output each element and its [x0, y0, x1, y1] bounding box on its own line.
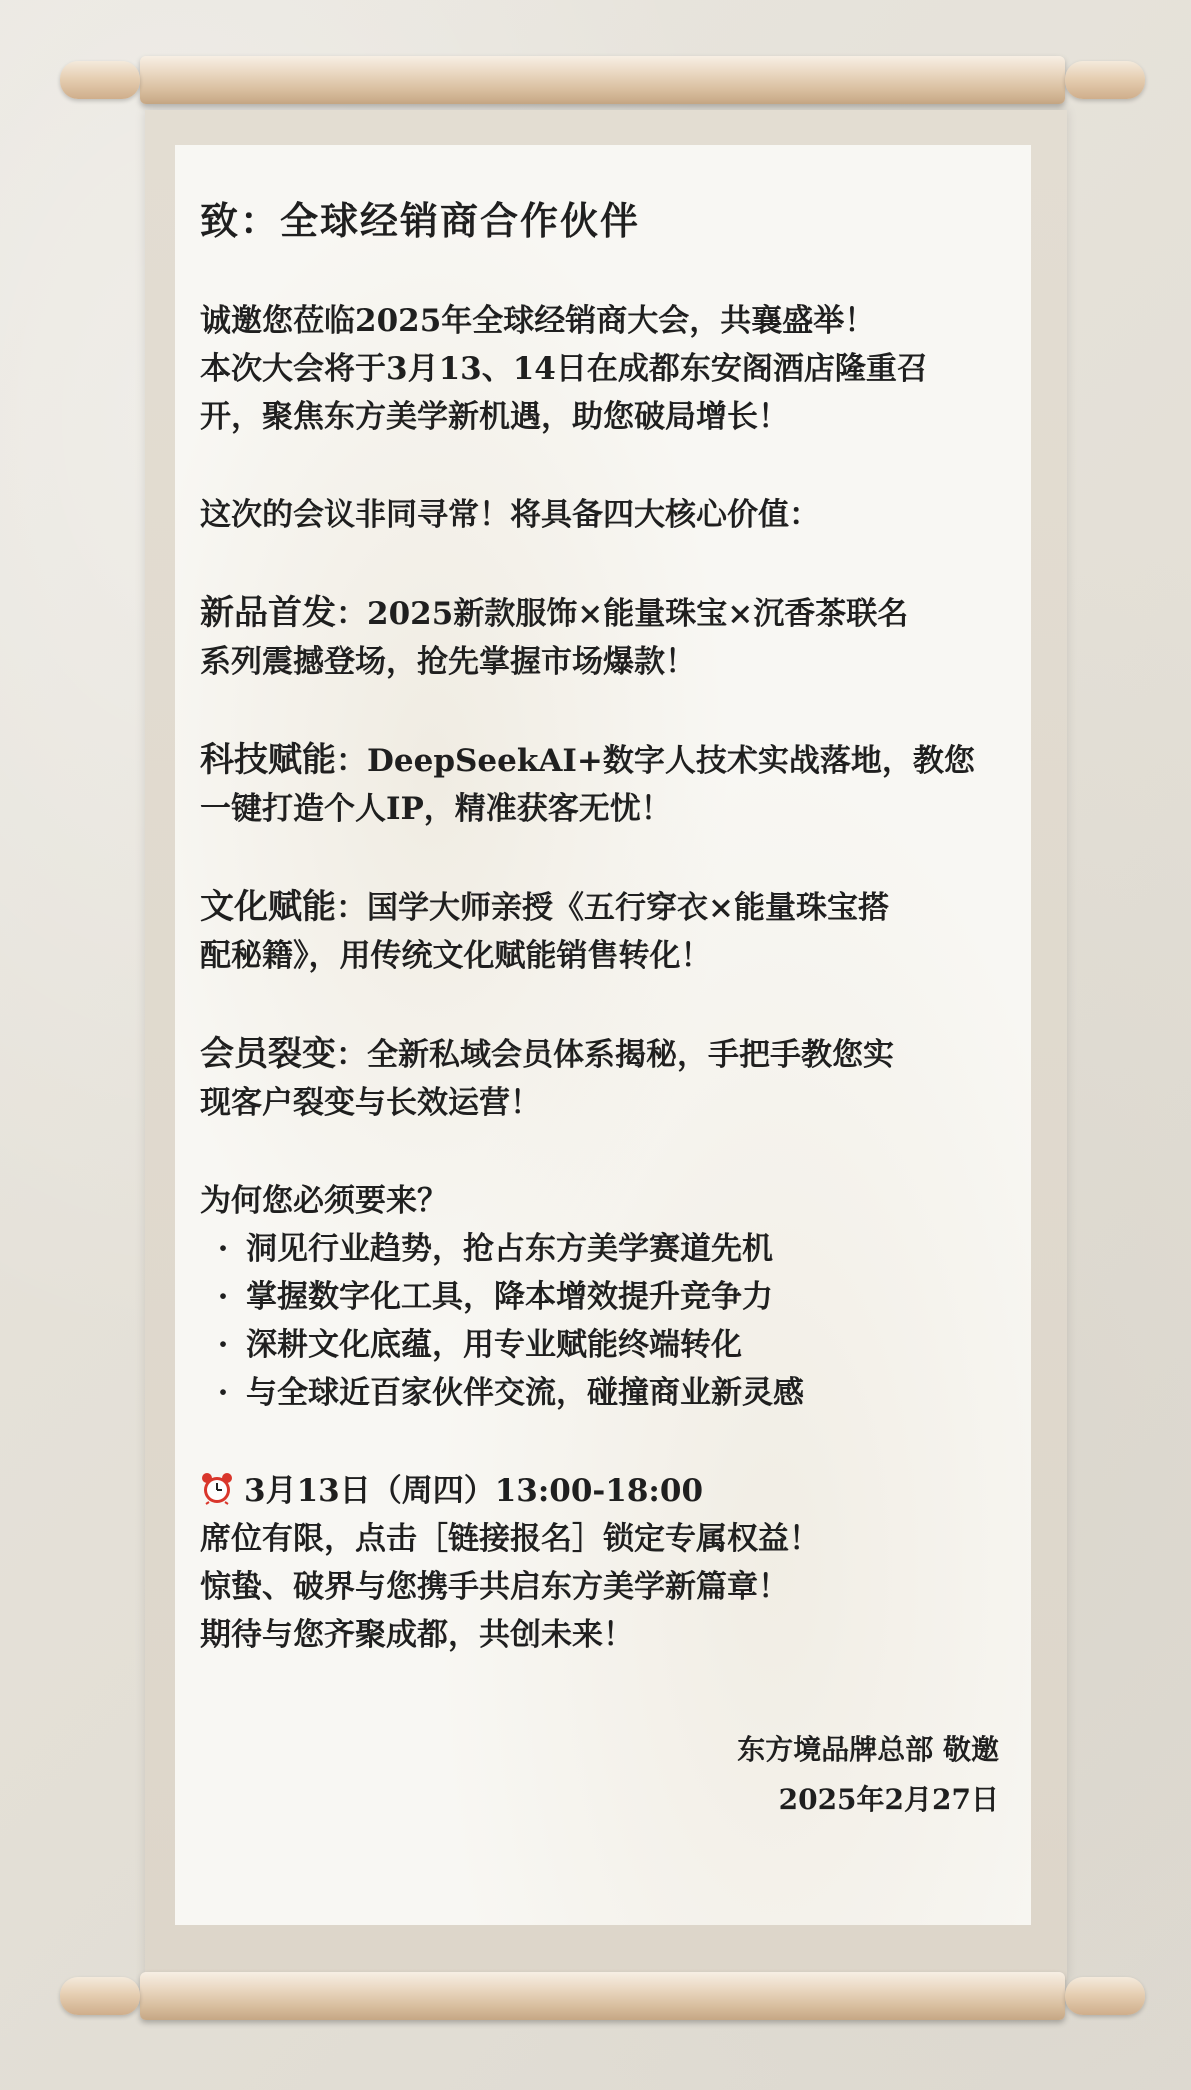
scroll-rod-top: [60, 56, 1145, 104]
list-item: · 掌握数字化工具，降本增效提升竞争力: [200, 1273, 1000, 1321]
list-item: · 洞见行业趋势，抢占东方美学赛道先机: [200, 1225, 1000, 1273]
bullet: ·: [217, 1375, 229, 1411]
scroll-rod-bottom: [60, 1972, 1145, 2020]
value-label: 会员裂变: [200, 1034, 336, 1074]
value-text-line-2: 一键打造个人IP，精准获客无忧！: [200, 791, 672, 827]
bullet: ·: [217, 1231, 229, 1267]
schedule-line: [200, 1467, 1000, 1515]
greeting-heading: 致：全球经销商合作伙伴: [200, 198, 641, 243]
value-text-line-2: 配秘籍》，用传统文化赋能销售转化！: [200, 938, 712, 974]
value-text: ：国学大师亲授《五行穿衣×能量珠宝搭: [336, 890, 889, 926]
value-item: [200, 589, 1000, 638]
list-item: · 深耕文化底蕴，用专业赋能终端转化: [200, 1321, 1000, 1369]
schedule-text: 3月13日（周四）13:00-18:00: [244, 1473, 704, 1509]
scroll-rod-knob-right: [1065, 61, 1145, 99]
intro-line-3: 开，聚焦东方美学新机遇，助您破局增长！: [200, 399, 789, 435]
bullet: ·: [217, 1279, 229, 1315]
alarm-clock-icon: [200, 1471, 234, 1505]
scroll-rod-bar: [140, 1972, 1065, 2020]
signature-date: 2025年2月27日: [778, 1783, 999, 1816]
scroll-rod-knob-right: [1065, 1977, 1145, 2015]
value-text: ：全新私域会员体系揭秘，手把手教您实: [336, 1037, 894, 1073]
value-text: ：DeepSeekAI+数字人技术实战落地，教您: [336, 743, 975, 779]
signature-org: 东方境品牌总部 敬邀: [737, 1733, 999, 1766]
scroll-rod-knob-left: [60, 61, 140, 99]
value-label: 新品首发: [200, 593, 336, 633]
bullet: ·: [217, 1327, 229, 1363]
value-text: ：2025新款服饰×能量珠宝×沉香茶联名: [336, 596, 909, 632]
closing-line-3: 期待与您齐聚成都，共创未来！: [200, 1617, 634, 1653]
value-item: [200, 736, 1000, 785]
invitation-content: [200, 190, 1000, 1659]
scroll-rod-bar: [140, 56, 1065, 104]
values-intro: 这次的会议非同寻常！将具备四大核心价值：: [200, 497, 820, 533]
list-item: · 与全球近百家伙伴交流，碰撞商业新灵感: [200, 1369, 1000, 1417]
intro-line-1: 诚邀您莅临2025年全球经销商大会，共襄盛举！: [200, 303, 876, 339]
value-label: 文化赋能: [200, 887, 336, 927]
value-label: 科技赋能: [200, 740, 336, 780]
value-text-line-2: 系列震撼登场，抢先掌握市场爆款！: [200, 644, 696, 680]
value-item: [200, 1030, 1000, 1079]
scroll-rod-knob-left: [60, 1977, 140, 2015]
intro-line-2: 本次大会将于3月13、14日在成都东安阁酒店隆重召: [200, 351, 928, 387]
value-text-line-2: 现客户裂变与长效运营！: [200, 1085, 541, 1121]
why-title: 为何您必须要来？: [200, 1183, 448, 1219]
closing-line-1: 席位有限，点击［链接报名］锁定专属权益！: [200, 1521, 820, 1557]
closing-line-2: 惊蛰、破界与您携手共启东方美学新篇章！: [200, 1569, 789, 1605]
value-item: [200, 883, 1000, 932]
reasons-list: [200, 1225, 1000, 1417]
